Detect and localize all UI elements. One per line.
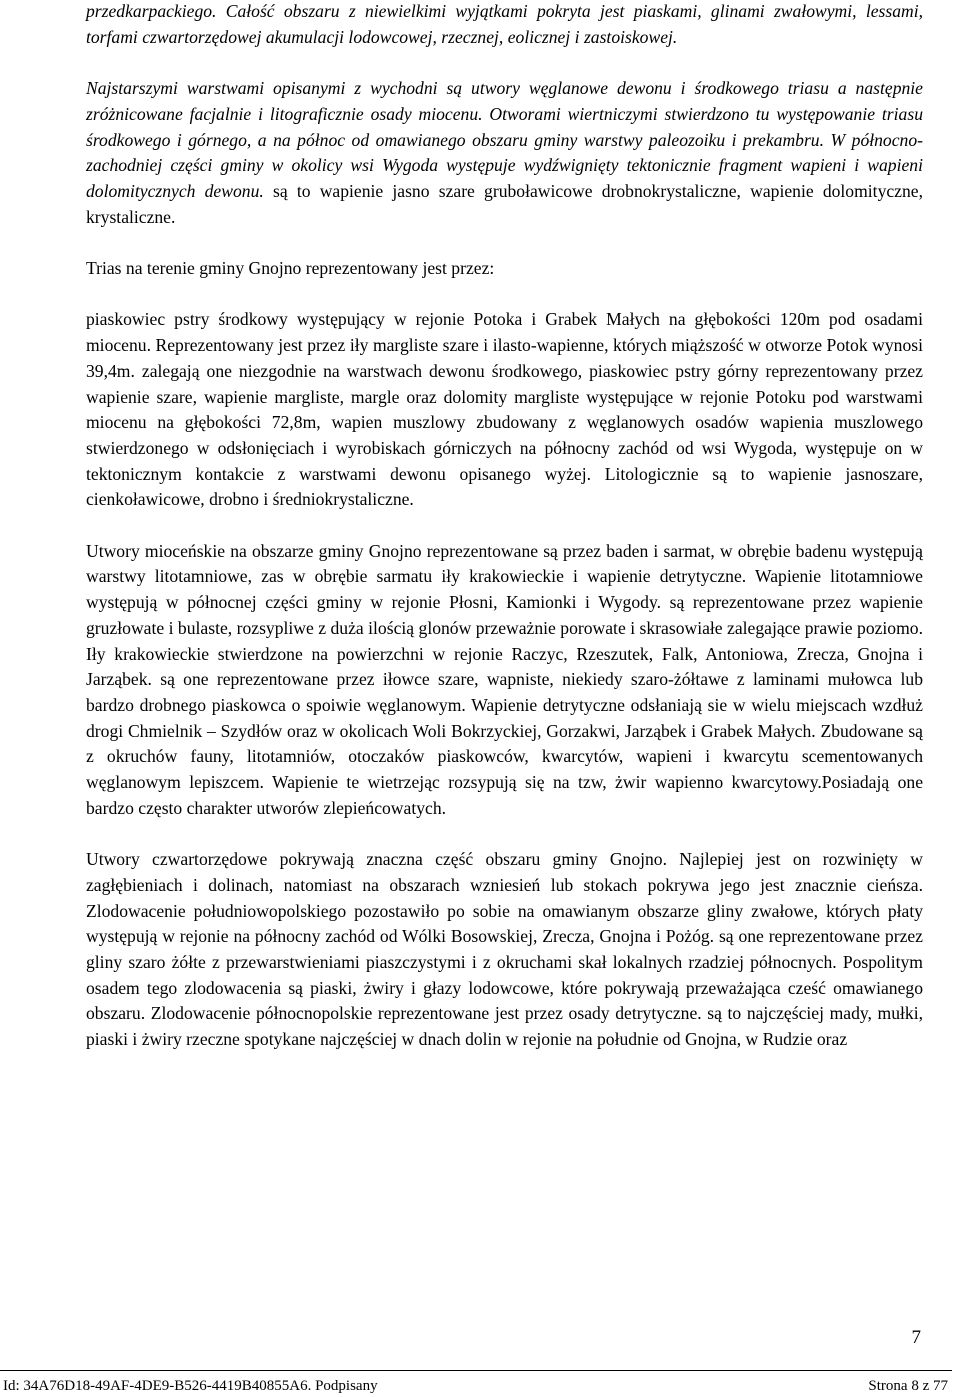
footer-document-id: Id: 34A76D18-49AF-4DE9-B526-4419B40855A6. Podpisany xyxy=(3,1378,378,1394)
paragraph-1 xyxy=(86,0,923,50)
footer xyxy=(0,1370,952,1397)
page-number: 7 xyxy=(911,1327,921,1348)
paragraph-6 xyxy=(86,847,923,1053)
paragraph-2-segment-3: są to wapienie jasno szare gruboławicowe drobnokrystaliczne, wapienie dolomityczne, krystaliczne. xyxy=(86,180,923,227)
paragraph-gap xyxy=(86,282,923,308)
paragraph-5 xyxy=(86,539,923,822)
paragraph-4 xyxy=(86,307,923,513)
paragraph-gap xyxy=(86,50,923,76)
paragraph-2-segment-2: W północno-zachodniej części gminy w okolicy wsi Wygoda występuje wydźwignięty tektonicznie fragment wapieni i wapieni dolomitycznych dewonu. xyxy=(86,129,923,201)
paragraph-1-text: przedkarpackiego. Całość obszaru z niewielkimi wyjątkami pokryta jest piaskami, glinami zwałowymi, lessami, torfami czwartorzędowej akumulacji lodowcowej, rzecznej, eolicznej i zastoiskowej. xyxy=(86,1,923,47)
paragraph-5-text: Utwory mioceńskie na obszarze gminy Gnojno reprezentowane są przez baden i sarmat, w obrębie badenu występują warstwy litotamniowe, zas w obrębie sarmatu iły krakowieckie i wapienie detrytyczne. Wapienie litotamniowe występują w północnej części gminy w rejonie Płosni, Kamionki i Wygody. są reprezentowane przez wapienie gruzłowate i bulaste, rozsypliwe z duża ilością glonów przeważnie porowate i skrasowiałe zalegające prawie poziomo. Iły krakowieckie stwierdzone na powierzchni w rejonie Raczyc, Rzeszutek, Falk, Antoniowa, Zrecza, Gnojna i Jarząbek. są one reprezentowane przez iłowce szare, wapniste, niekiedy szaro-żółtawe z laminami mułowca lub bardzo drobnego piaskowca o spoiwie węglanowym. Wapienie detrytyczne odsłaniają sie w wielu miejscach wzdłuż drogi Chmielnik – Szydłów oraz w okolicach Woli Bokrzyckiej, Gorzakwi, Jarząbek i Grabek Małych. Zbudowane są z okruchów fauny, litotamniów, otoczaków piaskowców, kwarcytów, wapieni i kwarcytu scementowanych węglanowym lepiszcem. Wapienie te wietrzejąc rozsypują się na tzw, żwir wapienno kwarcytowy.Posiadają one bardzo często charakter utworów zlepieńcowatych. xyxy=(86,540,923,818)
paragraph-3-text: Trias na terenie gminy Gnojno reprezentowany jest przez: xyxy=(86,258,495,278)
paragraph-gap xyxy=(86,513,923,539)
paragraph-gap xyxy=(86,821,923,847)
paragraph-6-text: Utwory czwartorzędowe pokrywają znaczna część obszaru gminy Gnojno. Najlepiej jest on rozwinięty w zagłębieniach i dolinach, natomiast na obszarach wzniesień lub stokach pokrywa jego jest znacznie cieńsza. Zlodowacenie południowopolskiego pozostawiło po sobie na omawianym obszarze gliny zwałowe, których płaty występują w rejonie na północny zachód od Wólki Bosowskiej, Zrecza, Gnojna i Pożóg. są one reprezentowane przez gliny szaro żółte z przewarstwieniami piaszczystymi i z okruchami skał lokalnych rzadziej północnych. Pospolitym osadem tego zlodowacenia są piaski, żwiry i głazy lodowcowe, które pokrywają przeważająca cześć omawianego obszaru. Zlodowacenie północnopolskie reprezentowane jest przez osady detrytyczne. są to najczęściej mady, mułki, piaski i żwiry rzeczne spotykane najczęściej w dnach dolin w rejonie na południe od Gnojna, w Rudzie oraz xyxy=(86,849,923,1050)
footer-page-indicator: Strona 8 z 77 xyxy=(868,1378,948,1394)
paragraph-4-text: piaskowiec pstry środkowy występujący w rejonie Potoka i Grabek Małych na głębokości 120m pod osadami miocenu. Reprezentowany jest przez iły margliste szare i ilasto-wapienne, których miąższość w otworze Potok wynosi 39,4m. zalegają one niezgodnie na warstwach dewonu środkowego, piaskowiec pstry górny reprezentowany przez wapienie szare, wapienie margliste, margle oraz dolomity margliste występujące w rejonie Potoku pod warstwami miocenu na głębokości 72,8m, wapien muszlowy zbudowany z węglanowych osadów wapienia muszlowego stwierdzonego w odsłonięciach i wyrobiskach górniczych na północny zachód od wsi Wygoda, występuje on w tektonicznym kontakcie z warstwami dewonu opisanego wyżej. Litologicznie są to wapienie jasnoszare, cienkoławicowe, drobno i średniokrystaliczne. xyxy=(86,309,923,510)
document-body xyxy=(86,0,923,1053)
paragraph-2 xyxy=(86,76,923,230)
paragraph-2-segment-1: Najstarszymi warstwami opisanymi z wychodni są utwory węglanowe dewonu i środkowego triasu a następnie zróżnicowane facjalnie i litograficznie osady miocenu. Otworami wiertniczymi stwierdzono tu występowanie triasu środkowego i górnego, a na północ od omawianego obszaru gminy warstwy paleozoiku i prekambru. xyxy=(86,78,923,150)
paragraph-3 xyxy=(86,256,923,282)
paragraph-gap xyxy=(86,230,923,256)
